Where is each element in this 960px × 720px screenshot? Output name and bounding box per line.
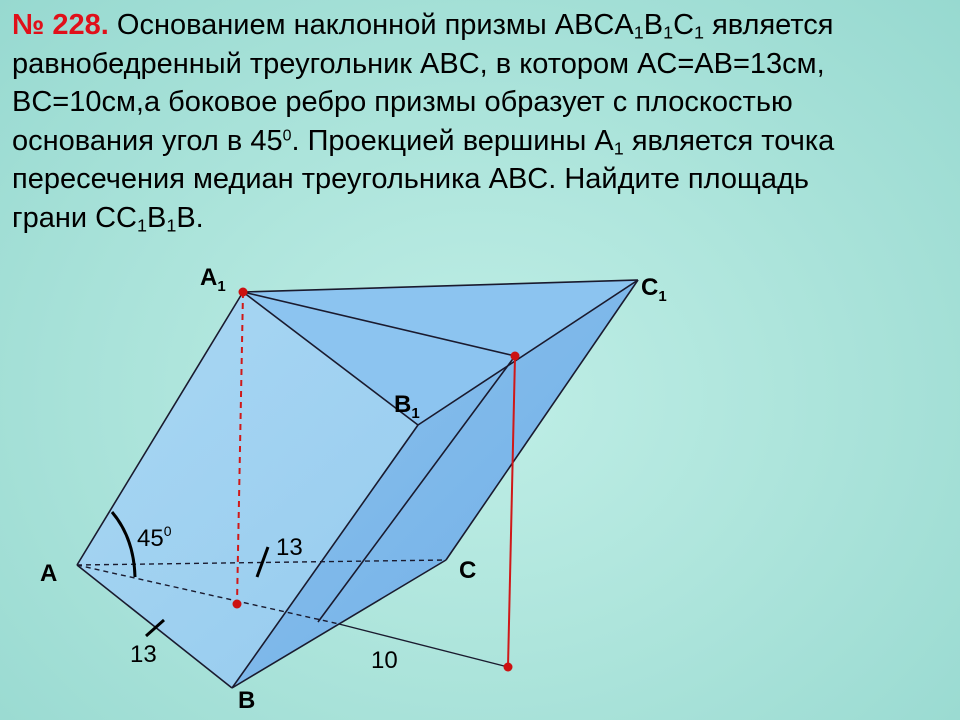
label-b: B [238, 687, 256, 714]
prism-name-a: ABCA [554, 9, 634, 41]
label-a: A [40, 560, 58, 587]
label-c1: $C_1$ [641, 274, 667, 305]
problem-line2: равнобедренный треугольник ABC, в котором AC=AB=13см, [12, 47, 825, 80]
prism-name-sub3: 1 [694, 22, 705, 43]
problem-line4-a: основания угол в 45 [12, 124, 283, 157]
label-b1: $B_1$ [394, 391, 420, 422]
prism-name-sub2: 1 [663, 22, 674, 43]
problem-vertex-sub: 1 [613, 137, 624, 158]
problem-line5: пересечения медиан треугольника ABC. Найдите площадь [12, 163, 809, 195]
problem-line1-text: Основанием наклонной призмы [108, 9, 555, 41]
median-extension [339, 624, 508, 667]
prism-name-c: C [673, 9, 695, 41]
label-b1-index: 1 [411, 405, 420, 422]
point-centroid [233, 600, 242, 609]
problem-line3: BC=10см,а боковое ребро призмы образует с плоскостью [12, 86, 793, 118]
problem-line1-end: является [704, 9, 834, 41]
label-a1-index: 1 [217, 278, 226, 295]
point-a1 [239, 288, 248, 297]
problem-number: № 228. [12, 9, 109, 41]
prism-name-sub1: 1 [633, 22, 644, 43]
angle-label-degree: 0 [163, 523, 172, 539]
problem-line6-c: B. [176, 201, 204, 234]
face-name-sub1: 1 [137, 214, 147, 235]
angle-label: $45^0$ [137, 523, 172, 552]
label-c1-index: 1 [658, 288, 667, 305]
measure-bc: 10 [371, 647, 398, 674]
measure-ab: 13 [130, 641, 157, 668]
label-c: C [459, 557, 477, 584]
label-a1: $A_1$ [200, 264, 226, 295]
problem-line4-b: . Проекцией вершины A [291, 124, 614, 157]
prism-name-b: B [643, 9, 664, 41]
problem-line4-c: является точка [623, 124, 835, 157]
problem-line6-a: грани CC [12, 201, 137, 234]
face-name-sub2: 1 [166, 214, 177, 235]
point-bottom-mid [504, 663, 513, 672]
measure-ac: 13 [276, 534, 303, 561]
problem-line6-b: B [147, 201, 167, 234]
problem-degree-sup: 0 [282, 126, 292, 144]
point-top-mid [511, 352, 520, 361]
